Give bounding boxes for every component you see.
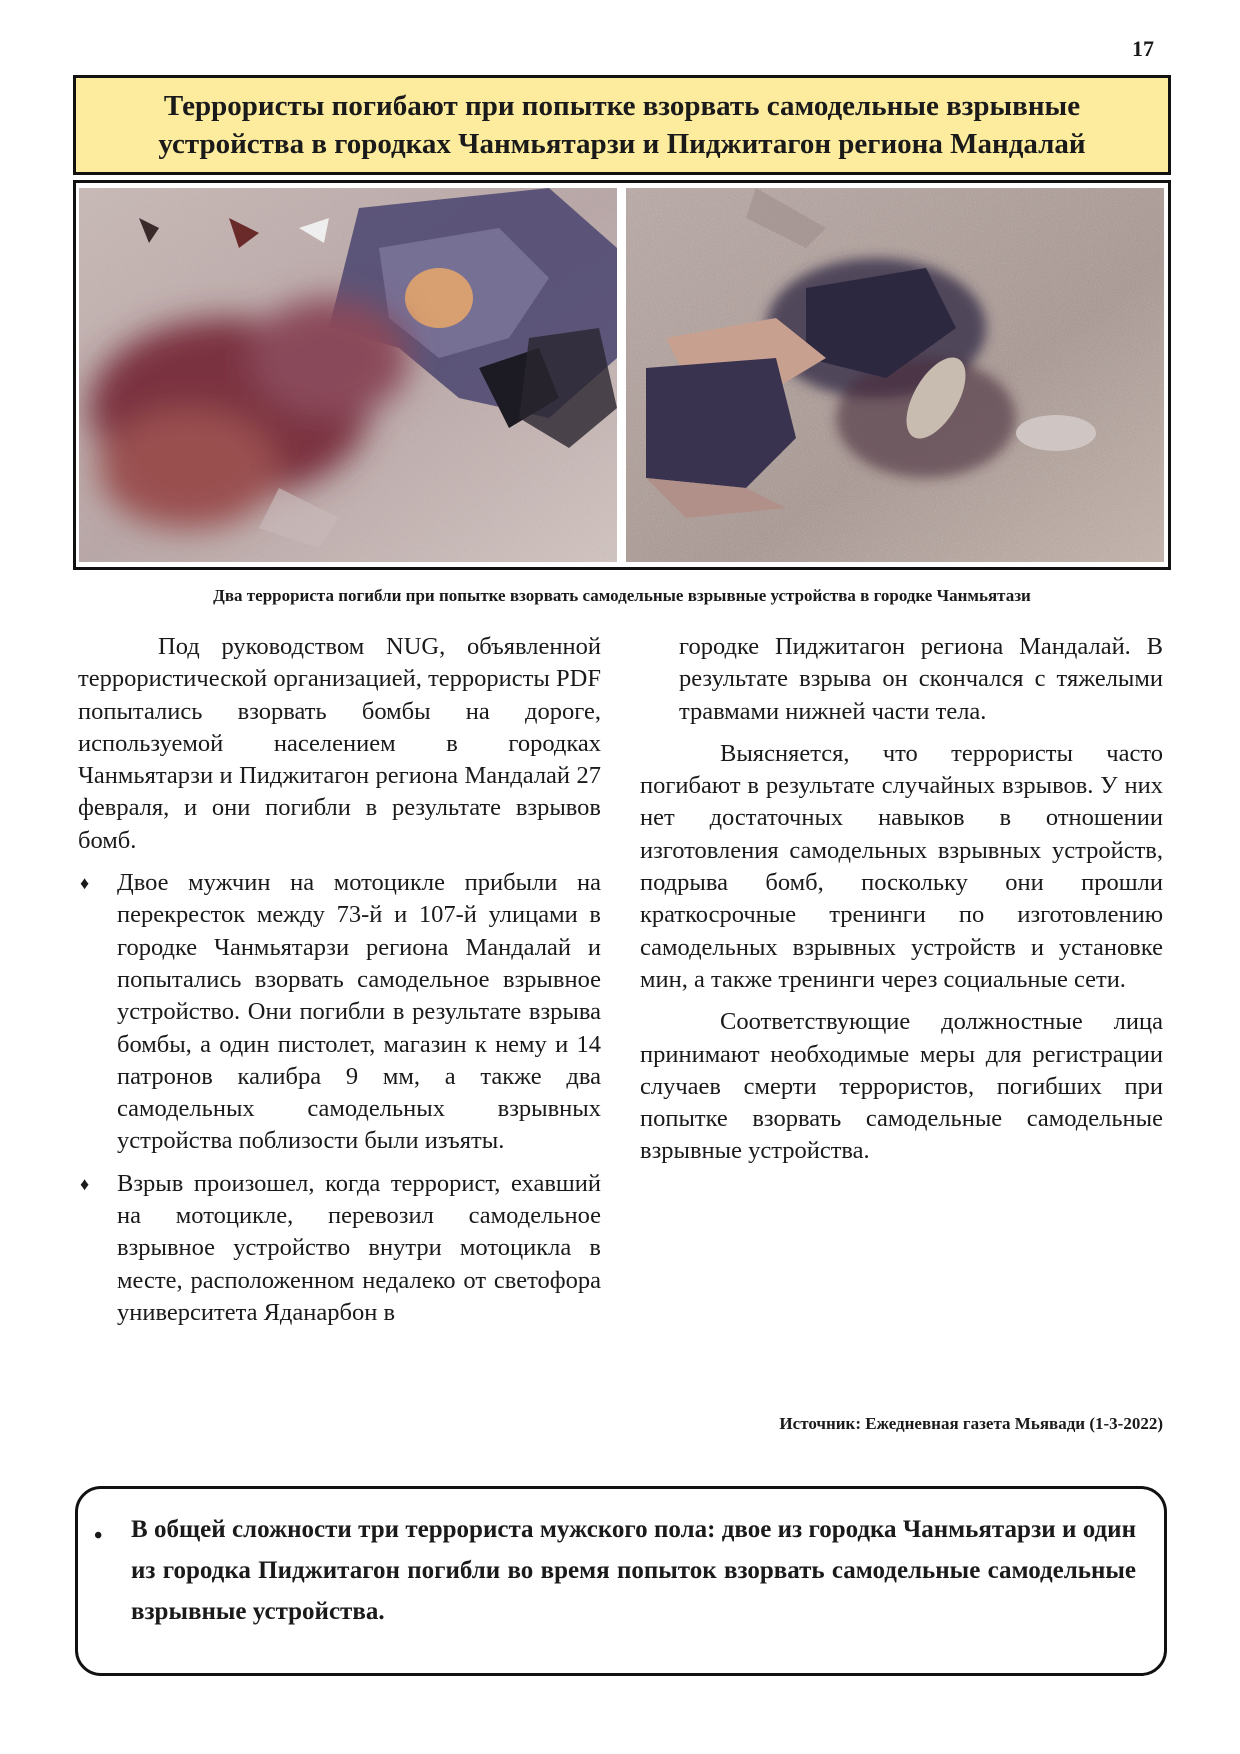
bullet-text-1: Двое мужчин на мотоцикле прибыли на перекресток между 73-й и 107-й улицами в городке Чанмьятарзи региона Мандалай и попытались взорвать самодельное взрывное устройство. Они погибли в результате взрыва бомбы, а один пистолет, магазин к нему и 14 патронов калибра 9 мм, а также два самодельных самодельных взрывных устройства поблизости были изъяты. — [117, 869, 601, 1155]
body-paragraph-1: Выясняется, что террористы часто погибают в результате случайных взрывов. У них нет достаточных навыков в отношении изготовления самодельных взрывных устройств, подрыва бомб, поскольку они прошли краткосрочные тренинги по изготовлению самодельных взрывных устройств и установке мин, а также тренинги через социальные сети. — [640, 739, 1163, 993]
summary-text: В общей сложности три террориста мужского пола: двое из городка Чанмьятарзи и один из городка Пиджитагон погибли во время попыток взорвать самодельные самодельные взрывные устройства. — [131, 1516, 1136, 1625]
photo-right — [626, 188, 1164, 562]
right-column — [640, 631, 1163, 1168]
photo-frame — [73, 180, 1171, 570]
intro-paragraph: Под руководством NUG, объявленной террористической организацией, террористы PDF попытались взорвать бомбы на дороге, используемой населением в городках Чанмьятарзи и Пиджитагон региона Мандалай 27 февраля, и они погибли в результате взрывов бомб. — [78, 633, 601, 854]
title-box — [73, 75, 1171, 175]
page-title: Террористы погибают при попытке взорвать самодельные взрывные устройства в городках Чанмьятарзи и Пиджитагон региона Мандалай — [158, 90, 1086, 160]
page-number: 17 — [1132, 36, 1154, 61]
bullet-text-2: Взрыв произошел, когда террорист, ехавший на мотоцикле, перевозил самодельное взрывное устройство внутри мотоцикла в месте, расположенном недалеко от светофора университета Яданарбон в — [117, 1169, 601, 1326]
summary-box — [75, 1486, 1167, 1676]
diamond-bullet-icon: ♦ — [80, 1173, 90, 1194]
photo-caption: Два террориста погибли при попытке взорвать самодельные взрывные устройства в городке Чанмьятази — [213, 586, 1031, 605]
bullet-item-2 — [78, 1168, 601, 1329]
source-citation: Источник: Ежедневная газета Мьявади (1-3-2022) — [779, 1414, 1163, 1433]
photo-right-image — [626, 188, 1164, 562]
summary-bullet-icon: • — [94, 1523, 103, 1549]
body-paragraph-2: Соответствующие должностные лица принимают необходимые меры для регистрации случаев смерти террористов, погибших при попытке взорвать самодельные самодельные взрывные устройства. — [640, 1008, 1163, 1165]
diamond-bullet-icon: ♦ — [80, 873, 90, 894]
photo-left — [79, 188, 617, 562]
bullet-text-2-continued: городке Пиджитагон региона Мандалай. В результате взрыва он скончался с тяжелыми травмами нижней части тела. — [679, 633, 1163, 725]
left-column — [78, 631, 601, 1329]
photo-left-image — [79, 188, 617, 562]
bullet-item-1 — [78, 867, 601, 1158]
